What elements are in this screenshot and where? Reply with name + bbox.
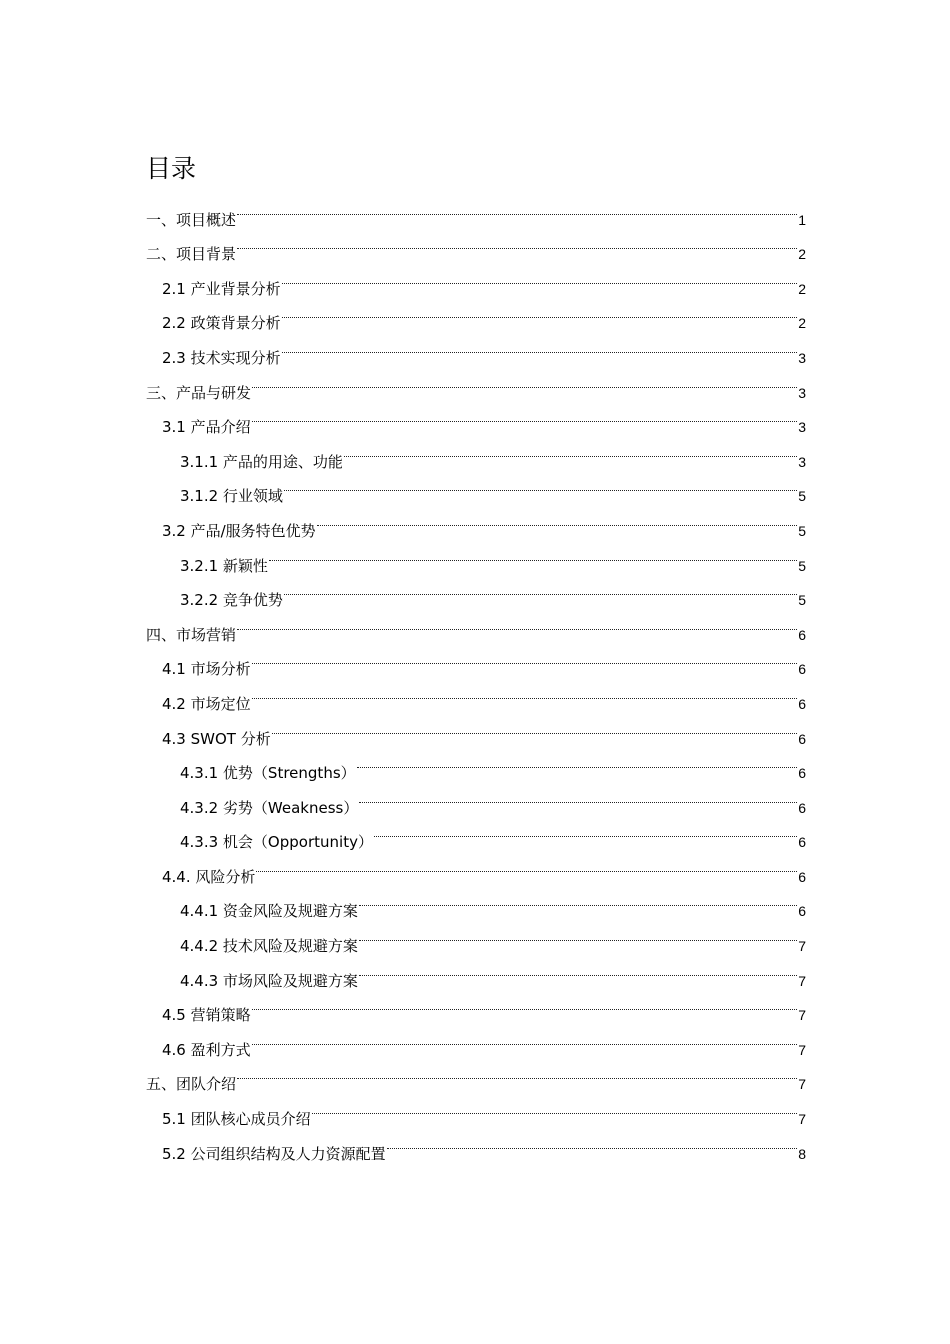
toc-entry-page-number: 6 xyxy=(798,765,806,782)
toc-dot-leader xyxy=(252,398,797,433)
toc-dot-leader xyxy=(282,328,797,363)
toc-entry-page-number: 7 xyxy=(798,1076,806,1093)
toc-entry-page-number: 5 xyxy=(798,592,806,609)
toc-dot-leader xyxy=(284,467,797,502)
toc-entry-page-number: 6 xyxy=(798,903,806,920)
toc-entry[interactable] xyxy=(146,640,806,679)
toc-dot-leader xyxy=(272,709,797,744)
toc-dot-leader xyxy=(252,363,797,398)
toc-entry-label: 2.2 政策背景分析 xyxy=(162,314,281,333)
toc-dot-leader xyxy=(269,536,797,571)
toc-dot-leader xyxy=(252,674,797,709)
toc-entry-label: 3.2.1 新颖性 xyxy=(180,556,268,575)
toc-entry[interactable] xyxy=(146,259,806,298)
toc-entry-page-number: 6 xyxy=(798,661,806,678)
toc-entry-label: 3.1.1 产品的用途、功能 xyxy=(180,452,343,471)
toc-entry-label: 3.1 产品介绍 xyxy=(162,418,251,437)
toc-entry-label: 二、项目背景 xyxy=(146,245,237,264)
toc-entry-page-number: 2 xyxy=(798,246,806,263)
toc-entry-page-number: 5 xyxy=(798,488,806,505)
toc-dot-leader xyxy=(284,571,797,606)
toc-dot-leader xyxy=(359,951,797,986)
toc-dot-leader xyxy=(252,1020,797,1055)
toc-entry-label: 4.4. 风险分析 xyxy=(162,867,256,886)
toc-dot-leader xyxy=(252,640,797,675)
toc-entry-label: 5.1 团队核心成员介绍 xyxy=(162,1110,311,1129)
toc-entry-label: 4.3.1 优势（Strengths） xyxy=(180,764,356,783)
toc-entry[interactable] xyxy=(146,1089,806,1129)
toc-dot-leader xyxy=(312,1089,797,1124)
toc-entry-page-number: 6 xyxy=(798,695,806,712)
toc-entry-label: 4.5 营销策略 xyxy=(162,1006,251,1025)
toc-entry-label: 三、产品与研发 xyxy=(146,383,252,402)
toc-entry-label: 5.2 公司组织结构及人力资源配置 xyxy=(162,1144,386,1163)
toc-entry-label: 4.3 SWOT 分析 xyxy=(162,729,271,748)
toc-dot-leader xyxy=(359,882,797,917)
toc-entry-page-number: 7 xyxy=(798,1041,806,1058)
table-of-contents xyxy=(146,190,806,1163)
toc-dot-leader xyxy=(237,190,797,225)
toc-entry-page-number: 3 xyxy=(798,384,806,401)
toc-entry[interactable] xyxy=(146,605,806,644)
toc-dot-leader xyxy=(252,986,797,1021)
toc-dot-leader xyxy=(282,259,797,294)
toc-entry-label: 4.4.3 市场风险及规避方案 xyxy=(180,971,358,990)
toc-entry-page-number: 3 xyxy=(798,349,806,366)
toc-entry-label: 一、项目概述 xyxy=(146,210,237,229)
toc-entry-page-number: 8 xyxy=(798,1145,806,1162)
toc-entry-page-number: 1 xyxy=(798,211,806,228)
toc-entry-label: 四、市场营销 xyxy=(146,625,237,644)
toc-dot-leader xyxy=(357,744,797,779)
toc-dot-leader xyxy=(359,916,797,951)
toc-dot-leader xyxy=(359,778,797,813)
toc-entry-page-number: 6 xyxy=(798,834,806,851)
toc-entry-page-number: 3 xyxy=(798,453,806,470)
toc-entry-page-number: 6 xyxy=(798,868,806,885)
toc-entry-label: 五、团队介绍 xyxy=(146,1075,237,1094)
toc-dot-leader xyxy=(237,1055,797,1090)
toc-dot-leader xyxy=(237,605,797,640)
toc-entry-page-number: 2 xyxy=(798,280,806,297)
toc-entry-label: 2.3 技术实现分析 xyxy=(162,348,281,367)
toc-entry-label: 4.6 盈利方式 xyxy=(162,1040,251,1059)
toc-entry-label: 3.2.2 竞争优势 xyxy=(180,591,283,610)
toc-entry[interactable] xyxy=(146,1055,806,1094)
toc-entry-label: 3.1.2 行业领域 xyxy=(180,487,283,506)
toc-dot-leader xyxy=(237,225,797,260)
toc-entry-label: 4.4.2 技术风险及规避方案 xyxy=(180,937,358,956)
toc-entry[interactable] xyxy=(146,225,806,264)
toc-entry-page-number: 3 xyxy=(798,419,806,436)
toc-entry-page-number: 6 xyxy=(798,730,806,747)
toc-entry-label: 2.1 产业背景分析 xyxy=(162,279,281,298)
toc-dot-leader xyxy=(374,813,797,848)
toc-entry-page-number: 7 xyxy=(798,1111,806,1128)
toc-entry-page-number: 7 xyxy=(798,938,806,955)
toc-dot-leader xyxy=(344,432,797,467)
toc-entry-page-number: 7 xyxy=(798,1007,806,1024)
toc-entry-page-number: 7 xyxy=(798,972,806,989)
toc-entry-label: 4.1 市场分析 xyxy=(162,660,251,679)
toc-entry-label: 3.2 产品/服务特色优势 xyxy=(162,521,316,540)
toc-entry-page-number: 5 xyxy=(798,557,806,574)
toc-dot-leader xyxy=(282,294,797,329)
toc-title: 目录 xyxy=(146,154,197,183)
toc-entry-label: 4.3.2 劣势（Weakness） xyxy=(180,798,359,817)
toc-dot-leader xyxy=(317,501,797,536)
toc-entry-label: 4.4.1 资金风险及规避方案 xyxy=(180,902,358,921)
toc-entry-page-number: 6 xyxy=(798,799,806,816)
toc-entry-page-number: 6 xyxy=(798,626,806,643)
toc-dot-leader xyxy=(256,847,797,882)
toc-entry-label: 4.3.3 机会（Opportunity） xyxy=(180,833,373,852)
toc-entry-page-number: 2 xyxy=(798,315,806,332)
toc-entry-page-number: 5 xyxy=(798,522,806,539)
toc-dot-leader xyxy=(387,1124,797,1159)
toc-entry-label: 4.2 市场定位 xyxy=(162,694,251,713)
toc-entry[interactable] xyxy=(146,190,806,229)
